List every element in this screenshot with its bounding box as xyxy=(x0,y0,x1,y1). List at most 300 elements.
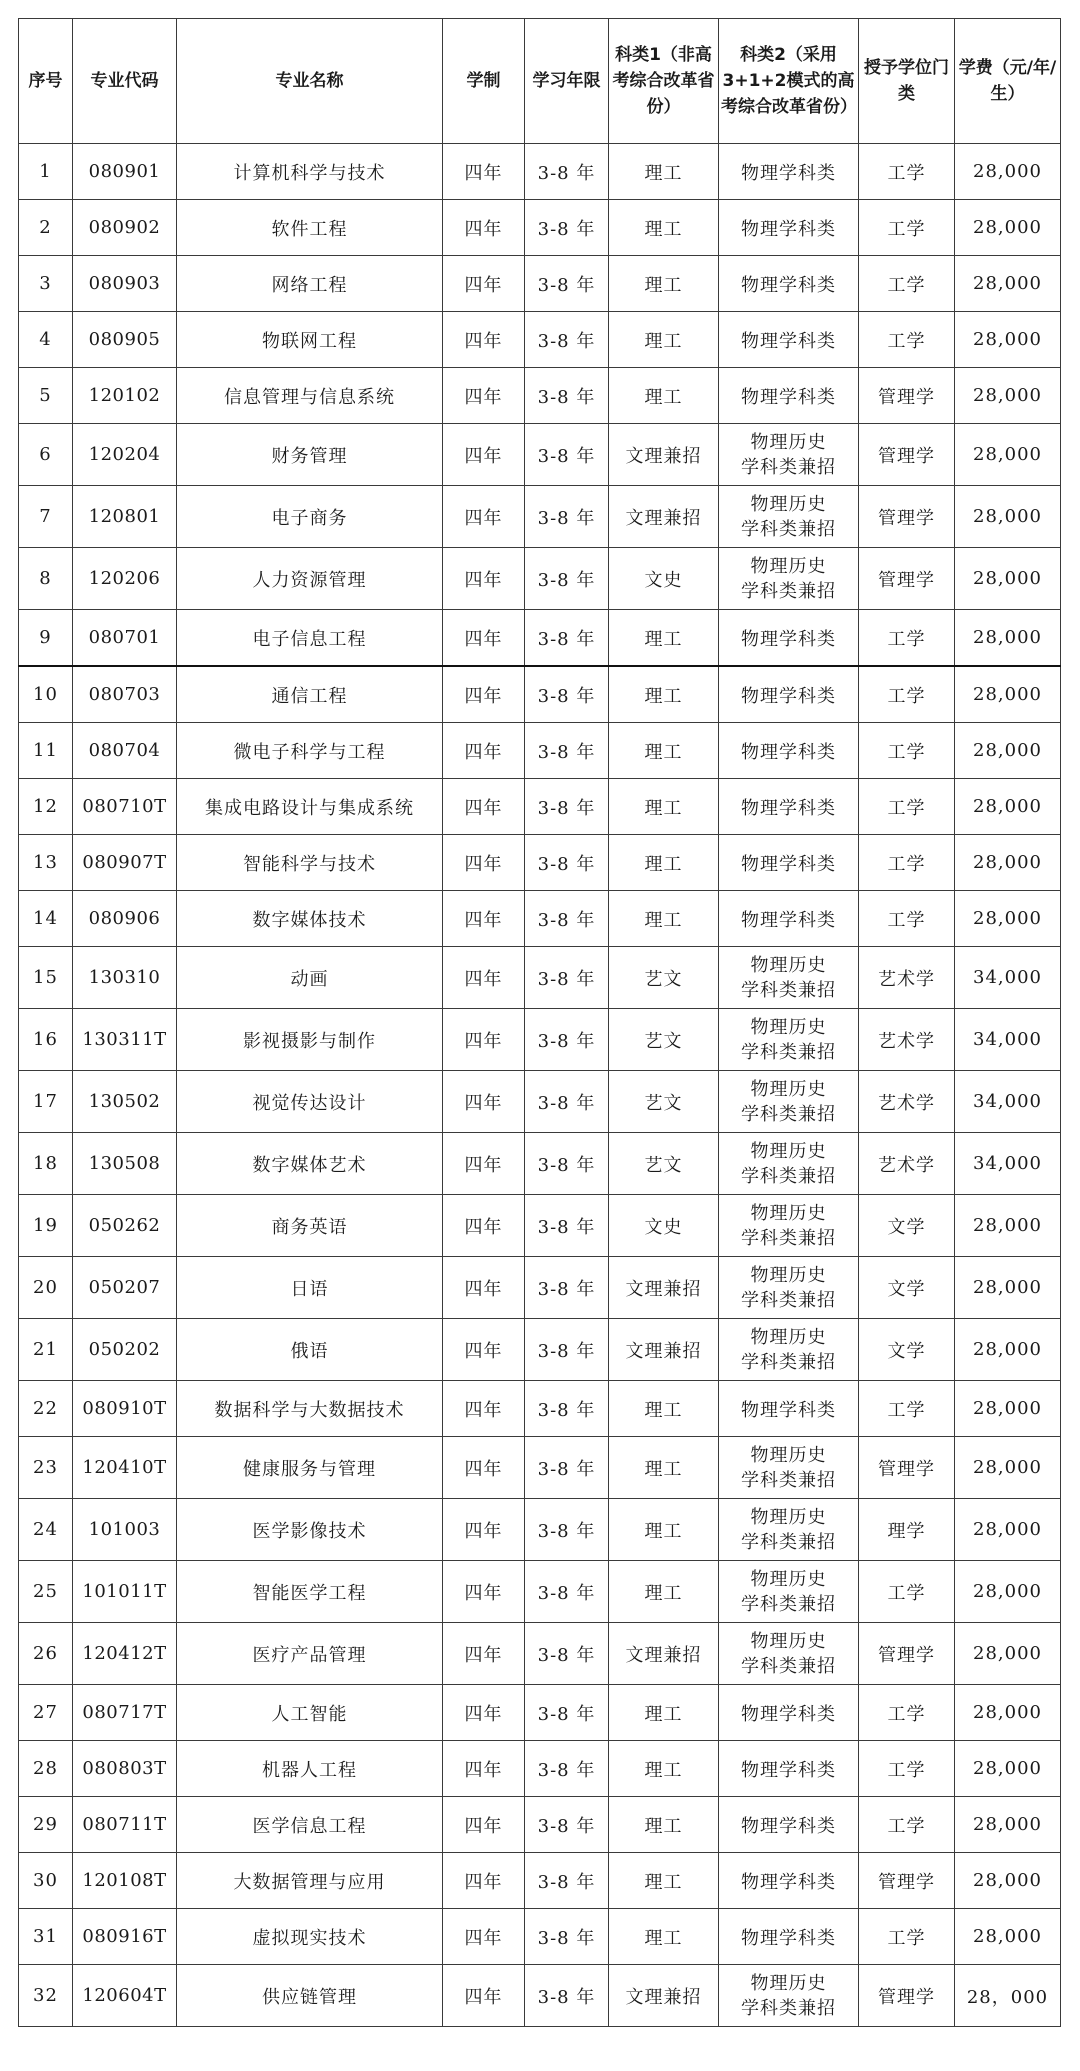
cell-cat2-line2: 学科类兼招 xyxy=(741,1103,836,1125)
cell-name: 微电子科学与工程 xyxy=(177,723,443,779)
cell-index: 24 xyxy=(19,1499,73,1561)
table-row xyxy=(19,200,1061,256)
table-row xyxy=(19,1437,1061,1499)
cell-code: 080906 xyxy=(73,891,177,947)
cell-cat2 xyxy=(719,1009,859,1071)
cell-fee: 28,000 xyxy=(955,835,1061,891)
cell-cat2-line2: 学科类兼招 xyxy=(741,1351,836,1373)
table-row xyxy=(19,1133,1061,1195)
cell-name: 财务管理 xyxy=(177,424,443,486)
cell-degree: 管理学 xyxy=(859,424,955,486)
cell-cat2: 物理学科类 xyxy=(719,144,859,200)
table-row xyxy=(19,835,1061,891)
cell-index: 17 xyxy=(19,1071,73,1133)
cell-code: 101011T xyxy=(73,1561,177,1623)
cell-fee: 28,000 xyxy=(955,200,1061,256)
cell-fee: 28,000 xyxy=(955,144,1061,200)
cell-index: 13 xyxy=(19,835,73,891)
cell-system: 四年 xyxy=(443,666,525,723)
cell-degree: 艺术学 xyxy=(859,1133,955,1195)
cell-cat1: 理工 xyxy=(609,1437,719,1499)
cell-years: 3-8 年 xyxy=(525,666,609,723)
cell-cat2 xyxy=(719,1071,859,1133)
cell-cat2: 物理学科类 xyxy=(719,256,859,312)
cell-years: 3-8 年 xyxy=(525,312,609,368)
cell-index: 4 xyxy=(19,312,73,368)
cell-years: 3-8 年 xyxy=(525,1797,609,1853)
table-row xyxy=(19,486,1061,548)
cell-index: 11 xyxy=(19,723,73,779)
cell-system: 四年 xyxy=(443,947,525,1009)
cell-cat1: 理工 xyxy=(609,835,719,891)
cell-cat2-line1: 物理历史 xyxy=(750,1016,827,1038)
cell-name: 数字媒体艺术 xyxy=(177,1133,443,1195)
cell-degree: 艺术学 xyxy=(859,1009,955,1071)
header-code: 专业代码 xyxy=(73,19,177,144)
cell-code: 050202 xyxy=(73,1319,177,1381)
cell-fee: 28,000 xyxy=(955,1257,1061,1319)
cell-system: 四年 xyxy=(443,1623,525,1685)
cell-system: 四年 xyxy=(443,1797,525,1853)
cell-code: 120102 xyxy=(73,368,177,424)
cell-degree: 工学 xyxy=(859,1797,955,1853)
cell-system: 四年 xyxy=(443,200,525,256)
cell-years: 3-8 年 xyxy=(525,1437,609,1499)
header-system: 学制 xyxy=(443,19,525,144)
cell-cat1: 理工 xyxy=(609,312,719,368)
cell-cat2-line1: 物理历史 xyxy=(750,1630,827,1652)
cell-cat1: 理工 xyxy=(609,1909,719,1965)
cell-cat1: 理工 xyxy=(609,610,719,667)
cell-degree: 工学 xyxy=(859,312,955,368)
cell-years: 3-8 年 xyxy=(525,891,609,947)
table-row xyxy=(19,1319,1061,1381)
cell-system: 四年 xyxy=(443,256,525,312)
cell-years: 3-8 年 xyxy=(525,779,609,835)
cell-cat2: 物理学科类 xyxy=(719,1853,859,1909)
cell-cat2: 物理学科类 xyxy=(719,1741,859,1797)
cell-cat1: 理工 xyxy=(609,144,719,200)
cell-index: 30 xyxy=(19,1853,73,1909)
cell-system: 四年 xyxy=(443,610,525,667)
table-row xyxy=(19,891,1061,947)
cell-name: 计算机科学与技术 xyxy=(177,144,443,200)
cell-system: 四年 xyxy=(443,835,525,891)
cell-cat2: 物理学科类 xyxy=(719,368,859,424)
cell-years: 3-8 年 xyxy=(525,144,609,200)
cell-cat2 xyxy=(719,1133,859,1195)
cell-cat2 xyxy=(719,947,859,1009)
cell-system: 四年 xyxy=(443,486,525,548)
cell-code: 120204 xyxy=(73,424,177,486)
cell-years: 3-8 年 xyxy=(525,1685,609,1741)
cell-name: 智能科学与技术 xyxy=(177,835,443,891)
cell-index: 18 xyxy=(19,1133,73,1195)
header-years: 学习年限 xyxy=(525,19,609,144)
cell-years: 3-8 年 xyxy=(525,1623,609,1685)
cell-fee: 28，000 xyxy=(955,1965,1061,2027)
cell-cat1: 理工 xyxy=(609,1499,719,1561)
table-row xyxy=(19,548,1061,610)
cell-cat2-line2: 学科类兼招 xyxy=(741,1593,836,1615)
cell-fee: 28,000 xyxy=(955,1741,1061,1797)
cell-index: 26 xyxy=(19,1623,73,1685)
cell-cat2-line2: 学科类兼招 xyxy=(741,1165,836,1187)
cell-fee: 28,000 xyxy=(955,424,1061,486)
cell-code: 080903 xyxy=(73,256,177,312)
cell-degree: 工学 xyxy=(859,1909,955,1965)
table-row xyxy=(19,256,1061,312)
table-row xyxy=(19,1909,1061,1965)
cell-code: 080910T xyxy=(73,1381,177,1437)
cell-degree: 工学 xyxy=(859,144,955,200)
cell-system: 四年 xyxy=(443,548,525,610)
cell-index: 2 xyxy=(19,200,73,256)
cell-years: 3-8 年 xyxy=(525,1853,609,1909)
cell-degree: 管理学 xyxy=(859,548,955,610)
cell-name: 供应链管理 xyxy=(177,1965,443,2027)
cell-code: 080711T xyxy=(73,1797,177,1853)
cell-degree: 理学 xyxy=(859,1499,955,1561)
cell-fee: 34,000 xyxy=(955,1071,1061,1133)
cell-cat2-line1: 物理历史 xyxy=(750,1264,827,1286)
cell-years: 3-8 年 xyxy=(525,424,609,486)
cell-cat2-line1: 物理历史 xyxy=(750,1568,827,1590)
cell-years: 3-8 年 xyxy=(525,1071,609,1133)
cell-cat1: 理工 xyxy=(609,1561,719,1623)
cell-name: 通信工程 xyxy=(177,666,443,723)
cell-system: 四年 xyxy=(443,144,525,200)
cell-code: 130502 xyxy=(73,1071,177,1133)
cell-cat2-line2: 学科类兼招 xyxy=(741,456,836,478)
table-row xyxy=(19,368,1061,424)
cell-index: 7 xyxy=(19,486,73,548)
cell-name: 医疗产品管理 xyxy=(177,1623,443,1685)
cell-code: 080703 xyxy=(73,666,177,723)
cell-years: 3-8 年 xyxy=(525,1381,609,1437)
cell-code: 120604T xyxy=(73,1965,177,2027)
cell-code: 120108T xyxy=(73,1853,177,1909)
cell-cat1: 理工 xyxy=(609,666,719,723)
cell-years: 3-8 年 xyxy=(525,548,609,610)
table-row xyxy=(19,1499,1061,1561)
cell-system: 四年 xyxy=(443,1133,525,1195)
cell-cat1: 理工 xyxy=(609,1797,719,1853)
cell-fee: 34,000 xyxy=(955,1009,1061,1071)
cell-cat2-line2: 学科类兼招 xyxy=(741,518,836,540)
cell-cat1: 文理兼招 xyxy=(609,1623,719,1685)
cell-system: 四年 xyxy=(443,1437,525,1499)
cell-code: 080704 xyxy=(73,723,177,779)
cell-index: 21 xyxy=(19,1319,73,1381)
cell-system: 四年 xyxy=(443,1257,525,1319)
cell-years: 3-8 年 xyxy=(525,256,609,312)
cell-index: 29 xyxy=(19,1797,73,1853)
table-row xyxy=(19,1561,1061,1623)
table-row xyxy=(19,144,1061,200)
cell-code: 120206 xyxy=(73,548,177,610)
cell-cat1: 理工 xyxy=(609,200,719,256)
cell-index: 10 xyxy=(19,666,73,723)
cell-code: 080916T xyxy=(73,1909,177,1965)
cell-cat2 xyxy=(719,1319,859,1381)
cell-code: 080901 xyxy=(73,144,177,200)
cell-years: 3-8 年 xyxy=(525,947,609,1009)
cell-index: 9 xyxy=(19,610,73,667)
cell-cat1: 文理兼招 xyxy=(609,486,719,548)
table-row xyxy=(19,1965,1061,2027)
cell-cat2 xyxy=(719,1437,859,1499)
cell-index: 1 xyxy=(19,144,73,200)
cell-cat2-line1: 物理历史 xyxy=(750,431,827,453)
cell-degree: 工学 xyxy=(859,1381,955,1437)
cell-name: 网络工程 xyxy=(177,256,443,312)
cell-cat2-line1: 物理历史 xyxy=(750,954,827,976)
cell-name: 电子商务 xyxy=(177,486,443,548)
cell-index: 20 xyxy=(19,1257,73,1319)
cell-name: 集成电路设计与集成系统 xyxy=(177,779,443,835)
header-name: 专业名称 xyxy=(177,19,443,144)
cell-degree: 文学 xyxy=(859,1319,955,1381)
cell-cat2-line2: 学科类兼招 xyxy=(741,1531,836,1553)
cell-system: 四年 xyxy=(443,1853,525,1909)
cell-cat1: 文理兼招 xyxy=(609,424,719,486)
cell-name: 机器人工程 xyxy=(177,1741,443,1797)
cell-fee: 28,000 xyxy=(955,1797,1061,1853)
cell-name: 信息管理与信息系统 xyxy=(177,368,443,424)
cell-code: 101003 xyxy=(73,1499,177,1561)
cell-system: 四年 xyxy=(443,1741,525,1797)
cell-cat2-line1: 物理历史 xyxy=(750,1326,827,1348)
cell-cat2: 物理学科类 xyxy=(719,200,859,256)
cell-code: 080905 xyxy=(73,312,177,368)
cell-cat1: 艺文 xyxy=(609,1071,719,1133)
cell-name: 影视摄影与制作 xyxy=(177,1009,443,1071)
cell-fee: 34,000 xyxy=(955,1133,1061,1195)
cell-index: 5 xyxy=(19,368,73,424)
cell-index: 22 xyxy=(19,1381,73,1437)
cell-cat2 xyxy=(719,1965,859,2027)
cell-system: 四年 xyxy=(443,1561,525,1623)
cell-fee: 28,000 xyxy=(955,666,1061,723)
cell-cat2-line2: 学科类兼招 xyxy=(741,1655,836,1677)
cell-cat2: 物理学科类 xyxy=(719,1797,859,1853)
cell-cat2: 物理学科类 xyxy=(719,1685,859,1741)
cell-degree: 管理学 xyxy=(859,1437,955,1499)
cell-cat2-line2: 学科类兼招 xyxy=(741,1289,836,1311)
cell-cat1: 艺文 xyxy=(609,1009,719,1071)
cell-cat2: 物理学科类 xyxy=(719,835,859,891)
cell-years: 3-8 年 xyxy=(525,1965,609,2027)
table-row xyxy=(19,1685,1061,1741)
cell-code: 120801 xyxy=(73,486,177,548)
cell-degree: 工学 xyxy=(859,835,955,891)
cell-name: 电子信息工程 xyxy=(177,610,443,667)
cell-cat1: 艺文 xyxy=(609,947,719,1009)
cell-index: 8 xyxy=(19,548,73,610)
cell-cat2-line1: 物理历史 xyxy=(750,1506,827,1528)
cell-cat1: 理工 xyxy=(609,1741,719,1797)
cell-index: 3 xyxy=(19,256,73,312)
table-row xyxy=(19,1797,1061,1853)
cell-cat2: 物理学科类 xyxy=(719,1381,859,1437)
cell-cat2: 物理学科类 xyxy=(719,312,859,368)
cell-code: 080902 xyxy=(73,200,177,256)
cell-cat2-line2: 学科类兼招 xyxy=(741,1227,836,1249)
cell-system: 四年 xyxy=(443,1909,525,1965)
header-fee: 学费（元/年/生） xyxy=(955,19,1061,144)
cell-index: 19 xyxy=(19,1195,73,1257)
cell-cat2 xyxy=(719,548,859,610)
cell-code: 080803T xyxy=(73,1741,177,1797)
cell-index: 23 xyxy=(19,1437,73,1499)
cell-years: 3-8 年 xyxy=(525,1133,609,1195)
cell-name: 医学影像技术 xyxy=(177,1499,443,1561)
cell-cat2: 物理学科类 xyxy=(719,891,859,947)
cell-code: 080717T xyxy=(73,1685,177,1741)
cell-code: 080710T xyxy=(73,779,177,835)
cell-cat1: 艺文 xyxy=(609,1133,719,1195)
cell-system: 四年 xyxy=(443,312,525,368)
table-row xyxy=(19,1853,1061,1909)
cell-cat2: 物理学科类 xyxy=(719,610,859,667)
cell-fee: 34,000 xyxy=(955,947,1061,1009)
table-row xyxy=(19,1623,1061,1685)
cell-fee: 28,000 xyxy=(955,1623,1061,1685)
table-row xyxy=(19,723,1061,779)
cell-cat1: 理工 xyxy=(609,1853,719,1909)
cell-name: 日语 xyxy=(177,1257,443,1319)
cell-fee: 28,000 xyxy=(955,1195,1061,1257)
cell-cat2: 物理学科类 xyxy=(719,1909,859,1965)
cell-system: 四年 xyxy=(443,891,525,947)
cell-cat2 xyxy=(719,424,859,486)
cell-name: 数字媒体技术 xyxy=(177,891,443,947)
cell-degree: 工学 xyxy=(859,779,955,835)
cell-years: 3-8 年 xyxy=(525,1009,609,1071)
cell-cat2 xyxy=(719,1195,859,1257)
cell-system: 四年 xyxy=(443,424,525,486)
table-row xyxy=(19,1257,1061,1319)
cell-fee: 28,000 xyxy=(955,486,1061,548)
cell-cat1: 文理兼招 xyxy=(609,1257,719,1319)
table-row xyxy=(19,424,1061,486)
header-cat1: 科类1（非高考综合改革省份） xyxy=(609,19,719,144)
cell-index: 25 xyxy=(19,1561,73,1623)
cell-name: 软件工程 xyxy=(177,200,443,256)
cell-system: 四年 xyxy=(443,779,525,835)
cell-name: 人力资源管理 xyxy=(177,548,443,610)
cell-years: 3-8 年 xyxy=(525,723,609,779)
cell-degree: 管理学 xyxy=(859,1965,955,2027)
cell-index: 6 xyxy=(19,424,73,486)
cell-index: 28 xyxy=(19,1741,73,1797)
cell-cat1: 理工 xyxy=(609,368,719,424)
cell-cat2 xyxy=(719,1623,859,1685)
cell-system: 四年 xyxy=(443,1965,525,2027)
cell-degree: 文学 xyxy=(859,1195,955,1257)
table-row xyxy=(19,1381,1061,1437)
cell-fee: 28,000 xyxy=(955,1437,1061,1499)
cell-code: 080701 xyxy=(73,610,177,667)
cell-years: 3-8 年 xyxy=(525,486,609,548)
cell-fee: 28,000 xyxy=(955,256,1061,312)
cell-code: 080907T xyxy=(73,835,177,891)
cell-system: 四年 xyxy=(443,1319,525,1381)
cell-cat1: 理工 xyxy=(609,1685,719,1741)
cell-code: 130311T xyxy=(73,1009,177,1071)
cell-name: 数据科学与大数据技术 xyxy=(177,1381,443,1437)
cell-fee: 28,000 xyxy=(955,1499,1061,1561)
cell-years: 3-8 年 xyxy=(525,610,609,667)
table-row xyxy=(19,666,1061,723)
cell-code: 130310 xyxy=(73,947,177,1009)
cell-degree: 工学 xyxy=(859,1561,955,1623)
cell-fee: 28,000 xyxy=(955,1561,1061,1623)
cell-cat2-line1: 物理历史 xyxy=(750,1202,827,1224)
cell-cat1: 理工 xyxy=(609,256,719,312)
cell-cat2 xyxy=(719,1561,859,1623)
cell-degree: 管理学 xyxy=(859,1623,955,1685)
cell-index: 14 xyxy=(19,891,73,947)
cell-name: 健康服务与管理 xyxy=(177,1437,443,1499)
cell-years: 3-8 年 xyxy=(525,1561,609,1623)
cell-cat2-line1: 物理历史 xyxy=(750,1444,827,1466)
cell-system: 四年 xyxy=(443,1499,525,1561)
cell-years: 3-8 年 xyxy=(525,368,609,424)
cell-name: 动画 xyxy=(177,947,443,1009)
cell-fee: 28,000 xyxy=(955,610,1061,667)
header-degree: 授予学位门类 xyxy=(859,19,955,144)
cell-years: 3-8 年 xyxy=(525,1195,609,1257)
cell-cat2-line2: 学科类兼招 xyxy=(741,1997,836,2019)
table-body xyxy=(19,144,1061,2027)
cell-index: 12 xyxy=(19,779,73,835)
cell-years: 3-8 年 xyxy=(525,200,609,256)
cell-cat1: 理工 xyxy=(609,779,719,835)
header-index: 序号 xyxy=(19,19,73,144)
cell-degree: 文学 xyxy=(859,1257,955,1319)
cell-index: 32 xyxy=(19,1965,73,2027)
cell-cat2-line2: 学科类兼招 xyxy=(741,1041,836,1063)
cell-cat2-line1: 物理历史 xyxy=(750,493,827,515)
header-cat2: 科类2（采用3+1+2模式的高考综合改革省份） xyxy=(719,19,859,144)
cell-name: 人工智能 xyxy=(177,1685,443,1741)
cell-cat2-line1: 物理历史 xyxy=(750,1078,827,1100)
cell-fee: 28,000 xyxy=(955,548,1061,610)
cell-years: 3-8 年 xyxy=(525,1741,609,1797)
table-row xyxy=(19,779,1061,835)
cell-system: 四年 xyxy=(443,1685,525,1741)
cell-fee: 28,000 xyxy=(955,1853,1061,1909)
cell-cat1: 文史 xyxy=(609,548,719,610)
table-header-row xyxy=(19,19,1061,144)
cell-cat2: 物理学科类 xyxy=(719,666,859,723)
cell-index: 31 xyxy=(19,1909,73,1965)
table-row xyxy=(19,947,1061,1009)
cell-name: 商务英语 xyxy=(177,1195,443,1257)
cell-cat1: 理工 xyxy=(609,891,719,947)
cell-cat1: 文史 xyxy=(609,1195,719,1257)
cell-cat2 xyxy=(719,1499,859,1561)
cell-system: 四年 xyxy=(443,723,525,779)
cell-degree: 艺术学 xyxy=(859,947,955,1009)
cell-cat2-line1: 物理历史 xyxy=(750,1140,827,1162)
cell-name: 俄语 xyxy=(177,1319,443,1381)
cell-degree: 工学 xyxy=(859,1685,955,1741)
cell-name: 智能医学工程 xyxy=(177,1561,443,1623)
table-row xyxy=(19,1071,1061,1133)
